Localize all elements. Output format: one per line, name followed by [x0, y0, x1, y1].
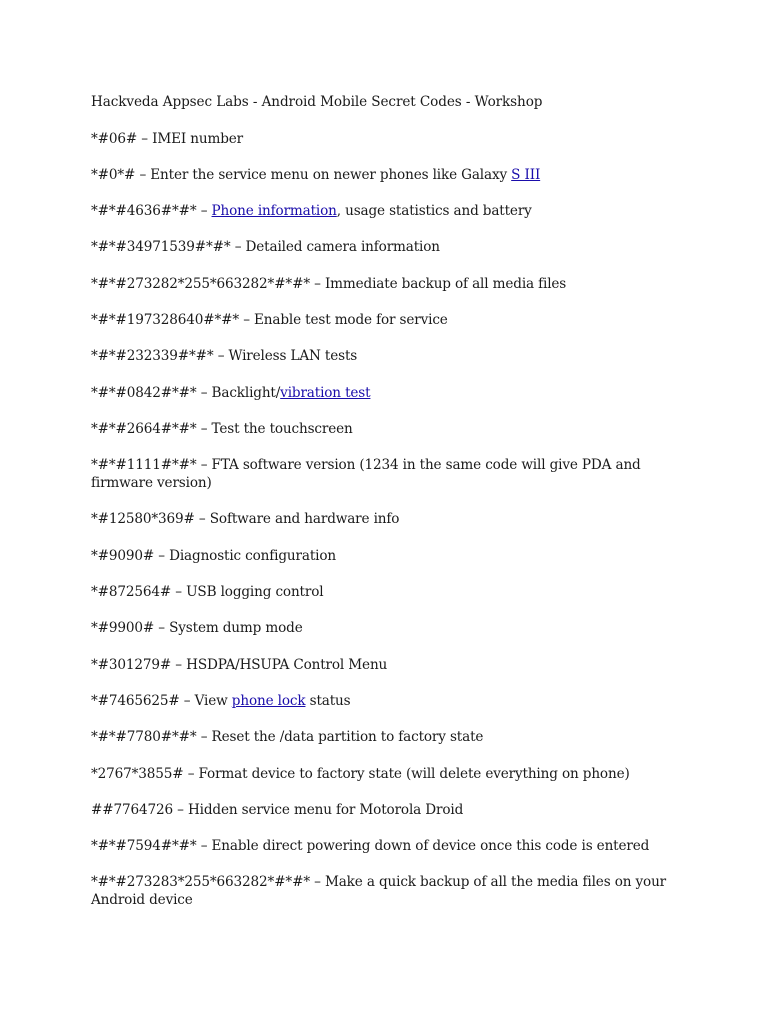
- code-line: *#301279# – HSDPA/HSUPA Control Menu: [91, 656, 388, 673]
- link-vibration-test[interactable]: vibration test: [280, 384, 371, 401]
- code-line-text: *#*#0842#*#* – Backlight/: [91, 384, 281, 401]
- link-phone-information[interactable]: Phone information: [211, 203, 337, 220]
- code-line: [91, 692, 691, 710]
- code-line-text: *#7465625# – View: [91, 692, 232, 709]
- code-line: *#06# – IMEI number: [91, 130, 244, 147]
- link-s-iii[interactable]: S III: [511, 166, 541, 183]
- code-line: *#*#197328640#*#* – Enable test mode for service: [91, 311, 448, 328]
- code-line: *#9900# – System dump mode: [91, 620, 303, 637]
- document-body: [91, 93, 691, 928]
- code-line: *#12580*369# – Software and hardware info: [91, 511, 400, 528]
- code-line-text: *#0*# – Enter the service menu on newer phones like Galaxy: [91, 166, 512, 183]
- code-line: *#*#7594#*#* – Enable direct powering down of device once this code is entered: [91, 838, 650, 855]
- code-line: *#*#273283*255*663282*#*#* – Make a quick backup of all the media files on your Android device: [91, 874, 667, 909]
- code-line: *#*#232339#*#* – Wireless LAN tests: [91, 348, 358, 365]
- code-line: *#*#2664#*#* – Test the touchscreen: [91, 420, 353, 437]
- link-phone-lock[interactable]: phone lock: [231, 692, 306, 709]
- code-line: [91, 384, 691, 402]
- document-title: Hackveda Appsec Labs - Android Mobile Secret Codes - Workshop: [91, 94, 543, 110]
- code-line: *#*#34971539#*#* – Detailed camera information: [91, 239, 440, 256]
- code-line-text-after: , usage statistics and battery: [336, 203, 532, 220]
- code-line-text-after: status: [305, 692, 351, 709]
- code-line: ##7764726 – Hidden service menu for Motorola Droid: [91, 801, 464, 818]
- code-line: *#9090# – Diagnostic configuration: [91, 547, 336, 564]
- code-line-text: *#*#4636#*#* –: [91, 203, 212, 220]
- code-line: *2767*3855# – Format device to factory state (will delete everything on phone): [91, 765, 630, 782]
- code-line: *#872564# – USB logging control: [91, 584, 324, 601]
- code-line: [91, 202, 691, 220]
- code-line: *#*#7780#*#* – Reset the /data partition to factory state: [91, 729, 484, 746]
- code-line: [91, 166, 691, 184]
- code-line: *#*#273282*255*663282*#*#* – Immediate backup of all media files: [91, 275, 567, 292]
- code-line: *#*#1111#*#* – FTA software version (1234 in the same code will give PDA and firmware version): [91, 457, 641, 492]
